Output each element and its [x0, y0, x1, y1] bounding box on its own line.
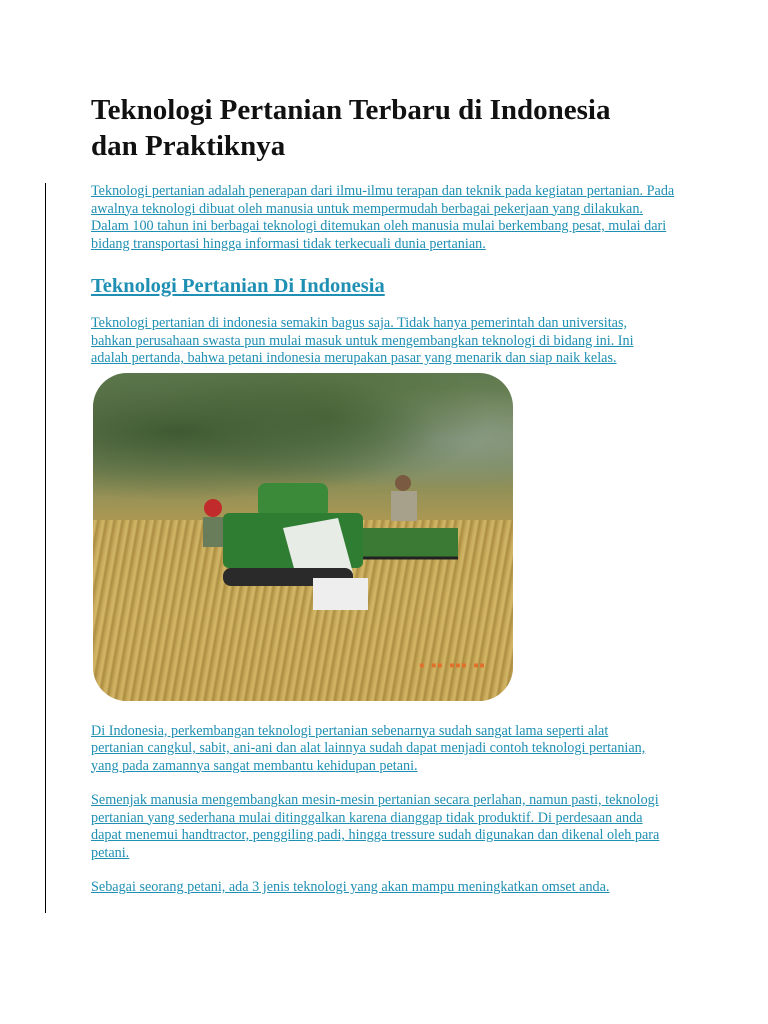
left-margin-line: [45, 183, 46, 913]
section-heading-link[interactable]: Teknologi Pertanian Di Indonesia: [91, 275, 385, 297]
paragraph-3-link[interactable]: Di Indonesia, perkembangan teknologi pertanian sebenarnya sudah sangat lama seperti alat pertanian cangkul, sabit, ani-ani dan alat lainnya sudah dapat menjadi contoh teknologi pertanian, yang pada zamannya sangat membantu kehidupan petani.: [91, 722, 646, 774]
harvester-machine-illustration: [163, 473, 463, 613]
photo-date-stamp: ▪ ▪▪ ▪▪▪ ▪▪: [418, 659, 485, 671]
title-line-2: dan Praktiknya: [91, 130, 286, 162]
section-paragraph-link[interactable]: Teknologi pertanian di indonesia semakin bagus saja. Tidak hanya pemerintah dan universitas, bahkan perusahaan swasta pun mulai masuk untuk mengembangkan teknologi di bidang ini. Ini adalah pertanda, bahwa petani indonesia merupakan pasar yang menarik dan siap naik kelas.: [91, 315, 634, 366]
page-title: [91, 92, 691, 164]
paragraph-4-link[interactable]: Semenjak manusia mengembangkan mesin-mesin pertanian secara perlahan, namun pasti, teknologi pertanian yang sederhana mulai ditinggalkan karena dianggap tidak produktif. Di perdesaan anda dapat menemui handtractor, penggiling padi, hingga tressure sudah digunakan dan dikenal oleh para petani.: [91, 792, 660, 861]
intro-paragraph-link[interactable]: Teknologi pertanian adalah penerapan dari ilmu-ilmu terapan dan teknik pada kegiatan pertanian. Pada awalnya teknologi dibuat oleh manusia untuk mempermudah berbagai pekerjaan yang dilakukan. Dalam 100 tahun ini berbagai teknologi ditemukan oleh manusia mulai berkembang pesat, mulai dari bidang transportasi hingga informasi tidak terkecuali dunia pertanian.: [91, 183, 675, 252]
document-body: [91, 92, 691, 897]
paragraph-5-link[interactable]: Sebagai seorang petani, ada 3 jenis teknologi yang akan mampu meningkatkan omset anda.: [91, 879, 610, 895]
combine-harvester-photo: [93, 373, 513, 701]
title-line-1: Teknologi Pertanian Terbaru di Indonesia: [91, 94, 611, 126]
